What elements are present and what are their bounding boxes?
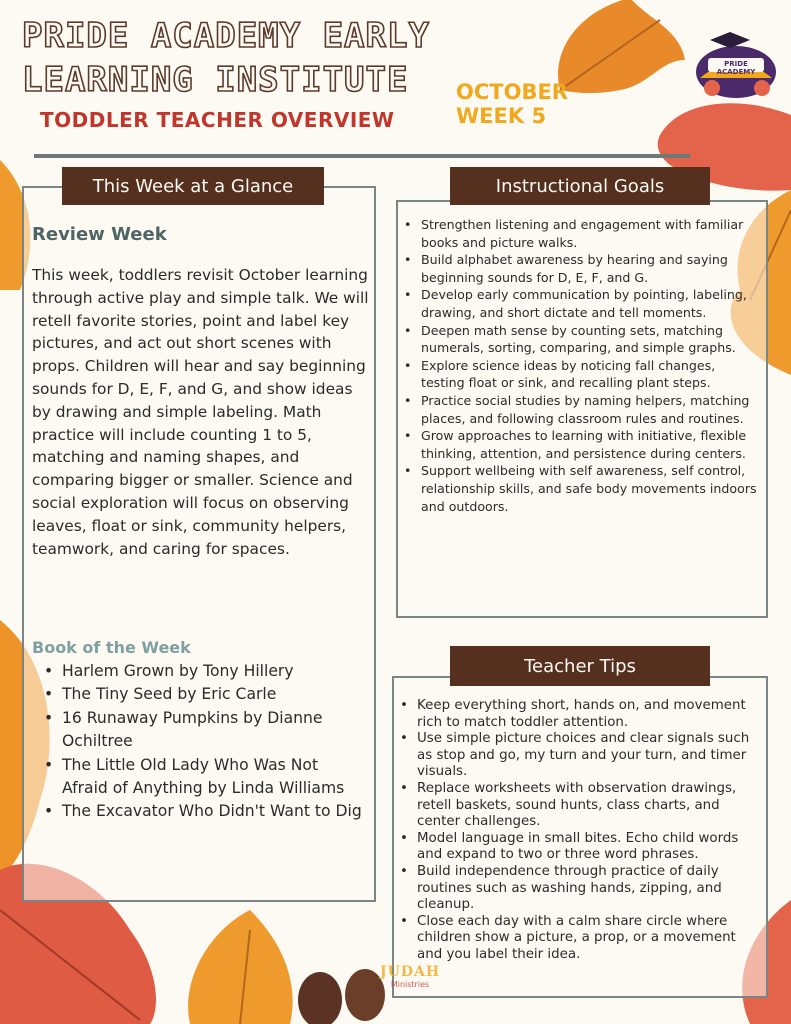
- header-divider: [34, 154, 690, 158]
- tip-item: • Close each day with a calm share circle where children show a picture, a prop, or a movement and you label their idea.: [398, 914, 764, 964]
- book-list: [44, 660, 362, 824]
- tip-item: • Replace worksheets with observation drawings, retell baskets, sound hunts, class charts, and center challenges.: [398, 781, 764, 831]
- goal-item: • Grow approaches to learning with initiative, flexible thinking, attention, and persistence during centers.: [402, 427, 762, 462]
- orange-leaf-bottom-center-icon: [180, 910, 300, 1024]
- book-item: • The Tiny Seed by Eric Carle: [44, 683, 362, 706]
- footer-logo-line1: JUDAH: [380, 964, 441, 980]
- book-item: • The Excavator Who Didn't Want to Dig: [44, 800, 362, 823]
- goal-item: • Support wellbeing with self awareness, self control, relationship skills, and safe body movements indoors and outdoors.: [402, 462, 762, 515]
- tips-heading: Teacher Tips: [450, 646, 710, 686]
- month-label: OCTOBER: [456, 80, 568, 104]
- footer-logo-line2: Ministries: [390, 980, 430, 989]
- tip-item: • Model language in small bites. Echo child words and expand to two or three word phrases.: [398, 831, 764, 864]
- book-item: • Harlem Grown by Tony Hillery: [44, 660, 362, 683]
- title-line-1: PRIDE ACADEMY EARLY: [22, 16, 430, 56]
- date-label: [456, 80, 568, 128]
- title-line-2: LEARNING INSTITUTE: [22, 60, 409, 100]
- school-title: [22, 14, 430, 102]
- school-logo: [690, 28, 782, 102]
- goal-item: • Practice social studies by naming helpers, matching places, and following classroom rules and routines.: [402, 392, 762, 427]
- glance-heading: This Week at a Glance: [62, 167, 324, 205]
- tip-item: • Keep everything short, hands on, and movement rich to match toddler attention.: [398, 698, 764, 731]
- tip-item: • Build independence through practice of daily routines such as washing hands, zipping, and cleanup.: [398, 864, 764, 914]
- tips-list: [398, 698, 764, 964]
- book-item: • 16 Runaway Pumpkins by Dianne Ochiltree: [44, 707, 362, 754]
- goal-item: • Explore science ideas by noticing fall changes, testing float or sink, and recalling plant steps.: [402, 357, 762, 392]
- brown-leaves-bottom-icon: [290, 955, 390, 1024]
- book-of-week-title: Book of the Week: [32, 638, 191, 657]
- goal-item: • Develop early communication by pointing, labeling, drawing, and short dictate and tell moments.: [402, 286, 762, 321]
- goals-list: [402, 216, 762, 515]
- book-item: • The Little Old Lady Who Was Not Afraid of Anything by Linda Williams: [44, 754, 362, 801]
- logo-text: PRIDE ACADEMY: [716, 60, 756, 76]
- goal-item: • Strengthen listening and engagement with familiar books and picture walks.: [402, 216, 762, 251]
- subtitle: TODDLER TEACHER OVERVIEW: [40, 108, 395, 132]
- goal-item: • Build alphabet awareness by hearing and saying beginning sounds for D, E, F, and G.: [402, 251, 762, 286]
- review-week-title: Review Week: [32, 224, 167, 245]
- week-label: WEEK 5: [456, 104, 547, 128]
- goal-item: • Deepen math sense by counting sets, matching numerals, sorting, comparing, and simple graphs.: [402, 322, 762, 357]
- glance-body: This week, toddlers revisit October learning through active play and simple talk. We will retell favorite stories, point and label key pictures, and act out short scenes with props. Children will hear and say beginning sounds for D, E, F, and G, and show ideas by drawing and simple labeling. Math practice will include counting 1 to 5, matching and naming shapes, and comparing bigger or smaller. Science and social exploration will focus on observing leaves, float or sink, community helpers, teamwork, and caring for spaces.: [32, 266, 369, 558]
- tip-item: • Use simple picture choices and clear signals such as stop and go, my turn and your turn, and timer visuals.: [398, 731, 764, 781]
- goals-heading: Instructional Goals: [450, 167, 710, 205]
- judah-ministries-logo: [380, 964, 440, 1004]
